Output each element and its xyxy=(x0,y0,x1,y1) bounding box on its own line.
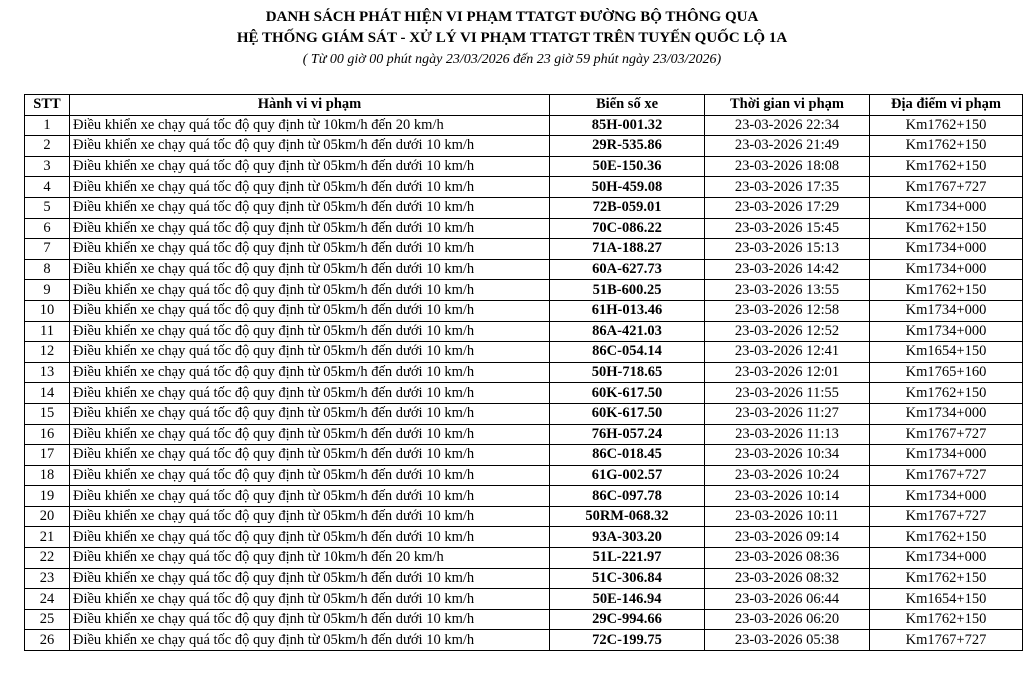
license-plate: 29C-994.66 xyxy=(550,609,705,630)
license-plate: 93A-303.20 xyxy=(550,527,705,548)
license-plate: 50H-718.65 xyxy=(550,362,705,383)
violation-description: Điều khiển xe chạy quá tốc độ quy định từ 10km/h đến 20 km/h xyxy=(70,548,550,569)
row-number: 26 xyxy=(25,630,70,651)
license-plate: 50RM-068.32 xyxy=(550,506,705,527)
violation-time: 23-03-2026 11:13 xyxy=(705,424,870,445)
violation-description: Điều khiển xe chạy quá tốc độ quy định từ 05km/h đến dưới 10 km/h xyxy=(70,630,550,651)
violation-location: Km1762+150 xyxy=(870,280,1023,301)
column-header-plate: Biển số xe xyxy=(550,95,705,116)
violation-location: Km1767+727 xyxy=(870,465,1023,486)
violation-time: 23-03-2026 12:58 xyxy=(705,300,870,321)
violation-time: 23-03-2026 09:14 xyxy=(705,527,870,548)
table-row xyxy=(25,506,1023,527)
table-row xyxy=(25,136,1023,157)
document-title-line-1: DANH SÁCH PHÁT HIỆN VI PHẠM TTATGT ĐƯỜNG BỘ THÔNG QUA xyxy=(265,9,759,25)
row-number: 3 xyxy=(25,156,70,177)
license-plate: 50H-459.08 xyxy=(550,177,705,198)
violation-description: Điều khiển xe chạy quá tốc độ quy định từ 05km/h đến dưới 10 km/h xyxy=(70,403,550,424)
violation-description: Điều khiển xe chạy quá tốc độ quy định từ 05km/h đến dưới 10 km/h xyxy=(70,259,550,280)
violation-location: Km1654+150 xyxy=(870,589,1023,610)
table-row xyxy=(25,321,1023,342)
violation-time: 23-03-2026 21:49 xyxy=(705,136,870,157)
row-number: 14 xyxy=(25,383,70,404)
table-row xyxy=(25,259,1023,280)
table-row xyxy=(25,280,1023,301)
violation-description: Điều khiển xe chạy quá tốc độ quy định từ 05km/h đến dưới 10 km/h xyxy=(70,527,550,548)
violation-time: 23-03-2026 22:34 xyxy=(705,115,870,136)
violation-time: 23-03-2026 15:13 xyxy=(705,239,870,260)
violation-description: Điều khiển xe chạy quá tốc độ quy định từ 05km/h đến dưới 10 km/h xyxy=(70,280,550,301)
violation-description: Điều khiển xe chạy quá tốc độ quy định từ 10km/h đến 20 km/h xyxy=(70,115,550,136)
license-plate: 85H-001.32 xyxy=(550,115,705,136)
violation-description: Điều khiển xe chạy quá tốc độ quy định từ 05km/h đến dưới 10 km/h xyxy=(70,609,550,630)
license-plate: 86C-054.14 xyxy=(550,342,705,363)
violation-time: 23-03-2026 08:32 xyxy=(705,568,870,589)
violation-description: Điều khiển xe chạy quá tốc độ quy định từ 05km/h đến dưới 10 km/h xyxy=(70,568,550,589)
violation-description: Điều khiển xe chạy quá tốc độ quy định từ 05km/h đến dưới 10 km/h xyxy=(70,486,550,507)
violation-location: Km1734+000 xyxy=(870,403,1023,424)
violations-table xyxy=(24,94,1023,651)
violation-location: Km1734+000 xyxy=(870,321,1023,342)
violation-time: 23-03-2026 17:29 xyxy=(705,197,870,218)
column-header-location: Địa điểm vi phạm xyxy=(870,95,1023,116)
license-plate: 86A-421.03 xyxy=(550,321,705,342)
violation-location: Km1762+150 xyxy=(870,383,1023,404)
row-number: 22 xyxy=(25,548,70,569)
table-body xyxy=(25,115,1023,650)
violation-time: 23-03-2026 11:27 xyxy=(705,403,870,424)
violation-location: Km1762+150 xyxy=(870,609,1023,630)
row-number: 12 xyxy=(25,342,70,363)
table-row xyxy=(25,342,1023,363)
license-plate: 60K-617.50 xyxy=(550,383,705,404)
table-row xyxy=(25,609,1023,630)
table-row xyxy=(25,465,1023,486)
license-plate: 72B-059.01 xyxy=(550,197,705,218)
row-number: 16 xyxy=(25,424,70,445)
column-header-time: Thời gian vi phạm xyxy=(705,95,870,116)
row-number: 10 xyxy=(25,300,70,321)
violation-location: Km1767+727 xyxy=(870,630,1023,651)
violation-description: Điều khiển xe chạy quá tốc độ quy định từ 05km/h đến dưới 10 km/h xyxy=(70,156,550,177)
row-number: 9 xyxy=(25,280,70,301)
table-row xyxy=(25,218,1023,239)
license-plate: 51B-600.25 xyxy=(550,280,705,301)
license-plate: 61H-013.46 xyxy=(550,300,705,321)
row-number: 1 xyxy=(25,115,70,136)
row-number: 2 xyxy=(25,136,70,157)
violation-time: 23-03-2026 12:41 xyxy=(705,342,870,363)
violation-description: Điều khiển xe chạy quá tốc độ quy định từ 05km/h đến dưới 10 km/h xyxy=(70,342,550,363)
violation-location: Km1734+000 xyxy=(870,197,1023,218)
license-plate: 50E-150.36 xyxy=(550,156,705,177)
license-plate: 70C-086.22 xyxy=(550,218,705,239)
license-plate: 60A-627.73 xyxy=(550,259,705,280)
violation-description: Điều khiển xe chạy quá tốc độ quy định từ 05km/h đến dưới 10 km/h xyxy=(70,362,550,383)
row-number: 25 xyxy=(25,609,70,630)
violation-location: Km1762+150 xyxy=(870,136,1023,157)
violation-location: Km1762+150 xyxy=(870,115,1023,136)
violation-description: Điều khiển xe chạy quá tốc độ quy định từ 05km/h đến dưới 10 km/h xyxy=(70,424,550,445)
table-row xyxy=(25,486,1023,507)
license-plate: 51L-221.97 xyxy=(550,548,705,569)
violation-location: Km1734+000 xyxy=(870,300,1023,321)
row-number: 4 xyxy=(25,177,70,198)
row-number: 5 xyxy=(25,197,70,218)
row-number: 18 xyxy=(25,465,70,486)
violation-description: Điều khiển xe chạy quá tốc độ quy định từ 05km/h đến dưới 10 km/h xyxy=(70,445,550,466)
document-date-range: ( Từ 00 giờ 00 phút ngày 23/03/2026 đến 23 giờ 59 phút ngày 23/03/2026) xyxy=(302,52,722,67)
violation-time: 23-03-2026 14:42 xyxy=(705,259,870,280)
violation-description: Điều khiển xe chạy quá tốc độ quy định từ 05km/h đến dưới 10 km/h xyxy=(70,589,550,610)
license-plate: 61G-002.57 xyxy=(550,465,705,486)
license-plate: 72C-199.75 xyxy=(550,630,705,651)
table-row xyxy=(25,527,1023,548)
table-row xyxy=(25,445,1023,466)
violation-location: Km1734+000 xyxy=(870,239,1023,260)
document-title-line-2: HỆ THỐNG GIÁM SÁT - XỬ LÝ VI PHẠM TTATGT TRÊN TUYẾN QUỐC LỘ 1A xyxy=(236,30,788,46)
column-header-violation: Hành vi vi phạm xyxy=(70,95,550,116)
table-row xyxy=(25,156,1023,177)
violation-time: 23-03-2026 17:35 xyxy=(705,177,870,198)
violation-location: Km1762+150 xyxy=(870,156,1023,177)
license-plate: 51C-306.84 xyxy=(550,568,705,589)
violation-location: Km1734+000 xyxy=(870,259,1023,280)
table-row xyxy=(25,589,1023,610)
license-plate: 76H-057.24 xyxy=(550,424,705,445)
row-number: 6 xyxy=(25,218,70,239)
violation-description: Điều khiển xe chạy quá tốc độ quy định từ 05km/h đến dưới 10 km/h xyxy=(70,136,550,157)
violation-time: 23-03-2026 08:36 xyxy=(705,548,870,569)
violation-description: Điều khiển xe chạy quá tốc độ quy định từ 05km/h đến dưới 10 km/h xyxy=(70,321,550,342)
violation-description: Điều khiển xe chạy quá tốc độ quy định từ 05km/h đến dưới 10 km/h xyxy=(70,300,550,321)
row-number: 7 xyxy=(25,239,70,260)
license-plate: 29R-535.86 xyxy=(550,136,705,157)
violation-location: Km1734+000 xyxy=(870,486,1023,507)
violation-location: Km1765+160 xyxy=(870,362,1023,383)
violation-time: 23-03-2026 12:52 xyxy=(705,321,870,342)
table-row xyxy=(25,548,1023,569)
violation-time: 23-03-2026 13:55 xyxy=(705,280,870,301)
table-row xyxy=(25,383,1023,404)
violation-time: 23-03-2026 11:55 xyxy=(705,383,870,404)
row-number: 23 xyxy=(25,568,70,589)
violation-location: Km1767+727 xyxy=(870,177,1023,198)
violation-time: 23-03-2026 10:34 xyxy=(705,445,870,466)
license-plate: 71A-188.27 xyxy=(550,239,705,260)
row-number: 19 xyxy=(25,486,70,507)
license-plate: 60K-617.50 xyxy=(550,403,705,424)
table-row xyxy=(25,239,1023,260)
table-row xyxy=(25,630,1023,651)
violation-time: 23-03-2026 06:20 xyxy=(705,609,870,630)
violation-time: 23-03-2026 06:44 xyxy=(705,589,870,610)
table-row xyxy=(25,362,1023,383)
violation-time: 23-03-2026 10:24 xyxy=(705,465,870,486)
violation-time: 23-03-2026 12:01 xyxy=(705,362,870,383)
row-number: 20 xyxy=(25,506,70,527)
column-header-stt: STT xyxy=(25,95,70,116)
row-number: 11 xyxy=(25,321,70,342)
violation-time: 23-03-2026 15:45 xyxy=(705,218,870,239)
violation-description: Điều khiển xe chạy quá tốc độ quy định từ 05km/h đến dưới 10 km/h xyxy=(70,239,550,260)
violation-location: Km1767+727 xyxy=(870,506,1023,527)
violation-description: Điều khiển xe chạy quá tốc độ quy định từ 05km/h đến dưới 10 km/h xyxy=(70,383,550,404)
row-number: 15 xyxy=(25,403,70,424)
table-row xyxy=(25,115,1023,136)
violation-location: Km1762+150 xyxy=(870,568,1023,589)
violation-location: Km1654+150 xyxy=(870,342,1023,363)
violation-location: Km1762+150 xyxy=(870,527,1023,548)
violation-time: 23-03-2026 10:11 xyxy=(705,506,870,527)
row-number: 8 xyxy=(25,259,70,280)
violation-location: Km1762+150 xyxy=(870,218,1023,239)
violation-time: 23-03-2026 05:38 xyxy=(705,630,870,651)
license-plate: 86C-018.45 xyxy=(550,445,705,466)
table-row xyxy=(25,424,1023,445)
table-row xyxy=(25,300,1023,321)
table-row xyxy=(25,403,1023,424)
violation-location: Km1767+727 xyxy=(870,424,1023,445)
violation-description: Điều khiển xe chạy quá tốc độ quy định từ 05km/h đến dưới 10 km/h xyxy=(70,465,550,486)
violation-description: Điều khiển xe chạy quá tốc độ quy định từ 05km/h đến dưới 10 km/h xyxy=(70,177,550,198)
table-row xyxy=(25,568,1023,589)
violation-description: Điều khiển xe chạy quá tốc độ quy định từ 05km/h đến dưới 10 km/h xyxy=(70,197,550,218)
license-plate: 50E-146.94 xyxy=(550,589,705,610)
violation-time: 23-03-2026 18:08 xyxy=(705,156,870,177)
license-plate: 86C-097.78 xyxy=(550,486,705,507)
table-row xyxy=(25,177,1023,198)
violation-location: Km1734+000 xyxy=(870,445,1023,466)
row-number: 13 xyxy=(25,362,70,383)
violation-time: 23-03-2026 10:14 xyxy=(705,486,870,507)
table-header-row xyxy=(25,95,1023,116)
row-number: 17 xyxy=(25,445,70,466)
violation-location: Km1734+000 xyxy=(870,548,1023,569)
row-number: 21 xyxy=(25,527,70,548)
row-number: 24 xyxy=(25,589,70,610)
table-row xyxy=(25,197,1023,218)
violation-description: Điều khiển xe chạy quá tốc độ quy định từ 05km/h đến dưới 10 km/h xyxy=(70,218,550,239)
violation-description: Điều khiển xe chạy quá tốc độ quy định từ 05km/h đến dưới 10 km/h xyxy=(70,506,550,527)
